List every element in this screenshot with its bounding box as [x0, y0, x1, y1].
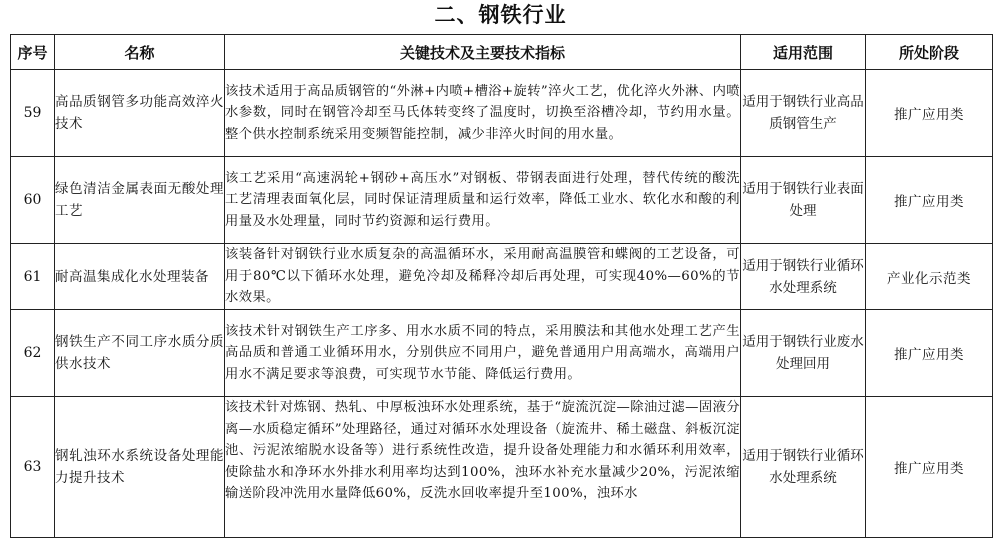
row-number: 60: [11, 157, 55, 244]
header-num: 序号: [11, 35, 55, 70]
tech-description: 该工艺采用“高速涡轮+钢砂+高压水”对钢板、带钢表面进行处理，替代传统的酸洗工艺清理表面氧化层，同时保证清理质量和运行效率，降低工业水、软化水和酸的利用量及水处理量，同时节约资源和运行费用。: [225, 157, 741, 244]
section-title: 二、钢铁行业: [434, 3, 567, 27]
technology-table: [10, 34, 993, 538]
tech-name: 钢铁生产不同工序水质分质供水技术: [55, 310, 225, 397]
table-row: [11, 157, 993, 244]
tech-name: 绿色清洁金属表面无酸处理工艺: [55, 157, 225, 244]
table-row: [11, 397, 993, 538]
table-row: [11, 70, 993, 157]
tech-description: 该技术适用于高品质钢管的“外淋+内喷+槽浴+旋转”淬火工艺，优化淬火外淋、内喷水参数，同时在钢管冷却至马氏体转变终了温度时，切换至浴槽冷却，节约用水量。整个供水控制系统采用变频智能控制，减少非淬火时间的用水量。: [225, 70, 741, 157]
application-scope: 适用于钢铁行业循环水处理系统: [741, 397, 866, 538]
stage: 推广应用类: [866, 310, 993, 397]
table-header-row: [11, 35, 993, 70]
tech-name: 钢轧浊环水系统设备处理能力提升技术: [55, 397, 225, 538]
application-scope: 适用于钢铁行业废水处理回用: [741, 310, 866, 397]
row-number: 62: [11, 310, 55, 397]
application-scope: 适用于钢铁行业表面处理: [741, 157, 866, 244]
header-desc: 关键技术及主要技术指标: [225, 35, 741, 70]
tech-description: 该技术针对钢铁生产工序多、用水水质不同的特点，采用膜法和其他水处理工艺产生高品质和普通工业循环用水，分别供应不同用户，避免普通用户用高端水，高端用户用水不满足要求等浪费，可实现节水节能、降低运行费用。: [225, 310, 741, 397]
header-stage: 所处阶段: [866, 35, 993, 70]
tech-description: 该技术针对炼钢、热轧、中厚板浊环水处理系统，基于“旋流沉淀—除油过滤—固液分离—水质稳定循环”处理路径，通过对循环水处理设备（旋流井、稀土磁盘、斜板沉淀池、污泥浓缩脱水设备等）进行系统性改造，提升设备处理能力和水循环利用效率，使除盐水和净环水外排水利用率均达到100%，浊环水补充水量减少20%，污泥浓缩输送阶段冲洗用水量降低60%，反洗水回收率提升至100%，浊环水: [225, 397, 741, 538]
stage: 推广应用类: [866, 157, 993, 244]
row-number: 63: [11, 397, 55, 538]
stage: 推广应用类: [866, 397, 993, 538]
application-scope: 适用于钢铁行业高品质钢管生产: [741, 70, 866, 157]
header-name: 名称: [55, 35, 225, 70]
stage: 推广应用类: [866, 70, 993, 157]
application-scope: 适用于钢铁行业循环水处理系统: [741, 244, 866, 310]
stage: 产业化示范类: [866, 244, 993, 310]
tech-name: 高品质钢管多功能高效淬火技术: [55, 70, 225, 157]
row-number: 61: [11, 244, 55, 310]
row-number: 59: [11, 70, 55, 157]
tech-name: 耐高温集成化水处理装备: [55, 244, 225, 310]
tech-description: 该装备针对钢铁行业水质复杂的高温循环水，采用耐高温膜管和蝶阀的工艺设备，可用于80℃以下循环水处理，避免冷却及稀释冷却后再处理，可实现40%—60%的节水效果。: [225, 244, 741, 310]
table-row: [11, 310, 993, 397]
header-scope: 适用范围: [741, 35, 866, 70]
table-row: [11, 244, 993, 310]
